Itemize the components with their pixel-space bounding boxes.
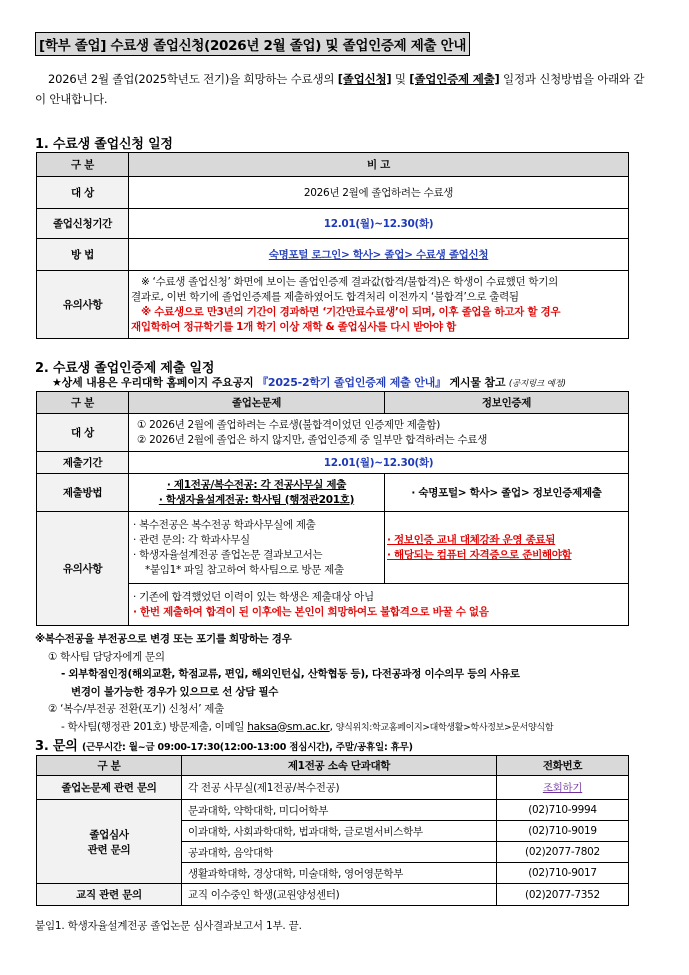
s2-target-line: ② 2026년 2월에 졸업은 하지 않지만, 졸업인증제 중 일부만 합격하려는 수료생 bbox=[137, 433, 488, 446]
section2-heading: 2. 수료생 졸업인증제 제출 일정 bbox=[35, 361, 215, 376]
s3-r1-college: 각 전공 사무실(제1전공/복수전공) bbox=[182, 776, 497, 800]
page-title: [학부 졸업] 수료생 졸업신청(2026년 2월 졸업) 및 졸업인증제 제출 안내 bbox=[35, 32, 470, 56]
section3-table bbox=[36, 755, 629, 906]
s1-period-value: 12.01(월)~12.30(화) bbox=[129, 209, 629, 239]
s2-period-label: 제출기간 bbox=[37, 452, 129, 474]
s3-col-college: 제1전공 소속 단과대학 bbox=[182, 756, 497, 776]
s2-notes-thesis bbox=[129, 512, 385, 584]
s3-r1-label: 졸업논문제 관련 문의 bbox=[37, 776, 182, 800]
s2-method-thesis-line: · 학생자율설계전공: 학사팀 (행정관201호) bbox=[158, 493, 355, 506]
s3-phone: (02)2077-7802 bbox=[497, 842, 629, 863]
s1-col-category: 구 분 bbox=[37, 153, 129, 177]
s2-target-label: 대 상 bbox=[37, 414, 129, 452]
notes-item2-comma: , bbox=[329, 720, 336, 733]
notes-item1: ① 학사팀 담당자에게 문의 bbox=[48, 650, 165, 663]
s1-note-line: ※ ‘수료생 졸업신청’ 화면에 보이는 졸업인증제 결과값(합격/불합격)은 학생이 수료했던 학기의 bbox=[141, 275, 558, 288]
s2-note-common-line: · 기존에 합격했었던 이력이 있는 학생은 제출대상 아님 bbox=[133, 590, 374, 603]
section3-heading bbox=[35, 735, 413, 754]
s3-college: 문과대학, 약학대학, 미디어학부 bbox=[182, 800, 497, 821]
intro-paragraph bbox=[35, 69, 655, 109]
notes-item2-text: - 학사팀(행정관 201호) 방문제출, 이메일 bbox=[61, 720, 248, 733]
intro-text-1: 2026년 2월 졸업(2025학년도 전기)을 희망하는 수료생의 bbox=[48, 72, 338, 86]
section3-hours: (근무시간: 월~금 09:00-17:30(12:00-13:00 점심시간), 주말/공휴일: 휴무) bbox=[81, 742, 413, 753]
section3-title: 3. 문의 bbox=[35, 739, 78, 754]
s1-col-remarks: 비 고 bbox=[129, 153, 629, 177]
s2-notes-label: 유의사항 bbox=[37, 512, 129, 626]
notice-note: (공지링크 예정) bbox=[508, 379, 566, 389]
notes-item1-sub: 변경이 불가능한 경우가 있으므로 선 상담 필수 bbox=[71, 685, 279, 698]
notes-title: ※복수전공을 부전공으로 변경 또는 포기를 희망하는 경우 bbox=[35, 633, 292, 645]
s1-notes-label: 유의사항 bbox=[37, 271, 129, 339]
s3-col-category: 구 분 bbox=[37, 756, 182, 776]
form-location: 양식위치:학교홈페이지>대학생활>학사정보>문서양식함 bbox=[335, 722, 554, 733]
s2-method-info: · 숙명포털> 학사> 졸업> 정보인증제제출 bbox=[385, 474, 629, 512]
s3-col-phone: 전화번호 bbox=[497, 756, 629, 776]
s2-col-thesis: 졸업논문제 bbox=[129, 392, 385, 414]
notice-tail: 게시물 참고 bbox=[445, 376, 509, 389]
s3-college: 공과대학, 음악대학 bbox=[182, 842, 497, 863]
s3-r2-label-line: 졸업심사 bbox=[89, 828, 129, 841]
s3-r3-label: 교직 관련 문의 bbox=[37, 884, 182, 906]
s1-method-link[interactable]: 숙명포털 로그인> 학사> 졸업> 수료생 졸업신청 bbox=[129, 239, 629, 271]
s3-r3-phone: (02)2077-7352 bbox=[497, 884, 629, 906]
intro-bold-certification: [졸업인증제 제출] bbox=[409, 72, 500, 86]
intro-text-2: 및 bbox=[391, 72, 410, 86]
s1-notes-cell bbox=[129, 271, 629, 339]
section1-table bbox=[36, 152, 629, 339]
attachment-footer: 붙임1. 학생자율설계전공 졸업논문 심사결과보고서 1부. 끝. bbox=[35, 920, 302, 932]
s1-target-value: 2026년 2월에 졸업하려는 수료생 bbox=[129, 177, 629, 209]
s2-note-line: *붙임1* 파일 참고하여 학사팀으로 방문 제출 bbox=[145, 563, 344, 576]
s1-method-label: 방 법 bbox=[37, 239, 129, 271]
notice-text: ★상세 내용은 우리대학 홈페이지 주요공지 bbox=[52, 376, 258, 389]
s2-notes-info bbox=[385, 512, 629, 584]
s1-note-warning: ※ 수료생으로 만3년의 기간이 경과하면 ‘기간만료수료생’이 되며, 이후 졸업을 하고자 할 경우 bbox=[141, 305, 561, 318]
s3-college: 생활과학대학, 경상대학, 미술대학, 영어영문학부 bbox=[182, 863, 497, 884]
s2-period-value: 12.01(월)~12.30(화) bbox=[129, 452, 629, 474]
s3-phone: (02)710-9017 bbox=[497, 863, 629, 884]
intro-bold-graduation: [졸업신청] bbox=[337, 72, 392, 86]
section2-notice bbox=[52, 374, 566, 390]
s1-note-line: 결과로, 이번 학기에 졸업인증제를 제출하였어도 합격처리 이전까지 ‘불합격’으로 출력됨 bbox=[131, 290, 519, 303]
s2-note-info-warning: · 정보인증 교내 대체강좌 운영 종료됨 bbox=[387, 533, 556, 546]
s2-notes-common bbox=[129, 584, 629, 626]
major-change-notes bbox=[35, 631, 655, 737]
section1-heading: 1. 수료생 졸업신청 일정 bbox=[35, 137, 173, 152]
intro-text-3: 일정과 신청방법을 아래와 같이 안내합니다. bbox=[35, 72, 645, 106]
s2-method-thesis-line: · 제1전공/복수전공: 각 전공사무실 제출 bbox=[166, 478, 347, 491]
s2-target-cell bbox=[129, 414, 629, 452]
lookup-link[interactable]: 조회하기 bbox=[497, 776, 629, 800]
notes-item2: ② ‘복수/부전공 전환(포기) 신청서’ 제출 bbox=[48, 703, 224, 715]
s1-target-label: 대 상 bbox=[37, 177, 129, 209]
s2-target-line: ① 2026년 2월에 졸업하려는 수료생(불합격이었던 인증제만 제출함) bbox=[137, 418, 441, 431]
s2-note-line: · 관련 문의: 각 학과사무실 bbox=[133, 533, 250, 546]
s2-col-info: 정보인증제 bbox=[385, 392, 629, 414]
s3-phone: (02)710-9994 bbox=[497, 800, 629, 821]
s3-college: 이과대학, 사회과학대학, 법과대학, 글로벌서비스학부 bbox=[182, 821, 497, 842]
s2-method-thesis bbox=[129, 474, 385, 512]
s2-note-line: · 학생자율설계전공 졸업논문 결과보고서는 bbox=[133, 548, 323, 561]
email-link[interactable]: haksa@sm.ac.kr bbox=[247, 720, 330, 733]
s1-note-warning: 재입학하여 정규학기를 1개 학기 이상 재학 & 졸업심사를 다시 받아야 함 bbox=[131, 320, 457, 333]
s1-period-label: 졸업신청기간 bbox=[37, 209, 129, 239]
notice-link[interactable]: 『2025-2학기 졸업인증제 제출 안내』 bbox=[257, 376, 446, 389]
s3-r3-college: 교직 이수중인 학생(교원양성센터) bbox=[182, 884, 497, 906]
s2-note-line: · 복수전공은 복수전공 학과사무실에 제출 bbox=[133, 518, 316, 531]
s3-r2-label-line: 관련 문의 bbox=[87, 843, 131, 856]
s3-r2-label bbox=[37, 800, 182, 884]
s2-method-label: 제출방법 bbox=[37, 474, 129, 512]
s2-col-category: 구 분 bbox=[37, 392, 129, 414]
s3-phone: (02)710-9019 bbox=[497, 821, 629, 842]
notes-item1-sub: - 외부학점인정(해외교환, 학점교류, 편입, 해외인턴십, 산학협동 등), 다전공과정 이수의무 등의 사유로 bbox=[61, 668, 520, 680]
s2-note-common-warning: · 한번 제출하여 합격이 된 이후에는 본인이 희망하여도 불합격으로 바꿀 수 없음 bbox=[133, 605, 489, 618]
s2-note-info-warning: · 해당되는 컴퓨터 자격증으로 준비해야함 bbox=[387, 548, 572, 561]
section2-table bbox=[36, 391, 629, 626]
